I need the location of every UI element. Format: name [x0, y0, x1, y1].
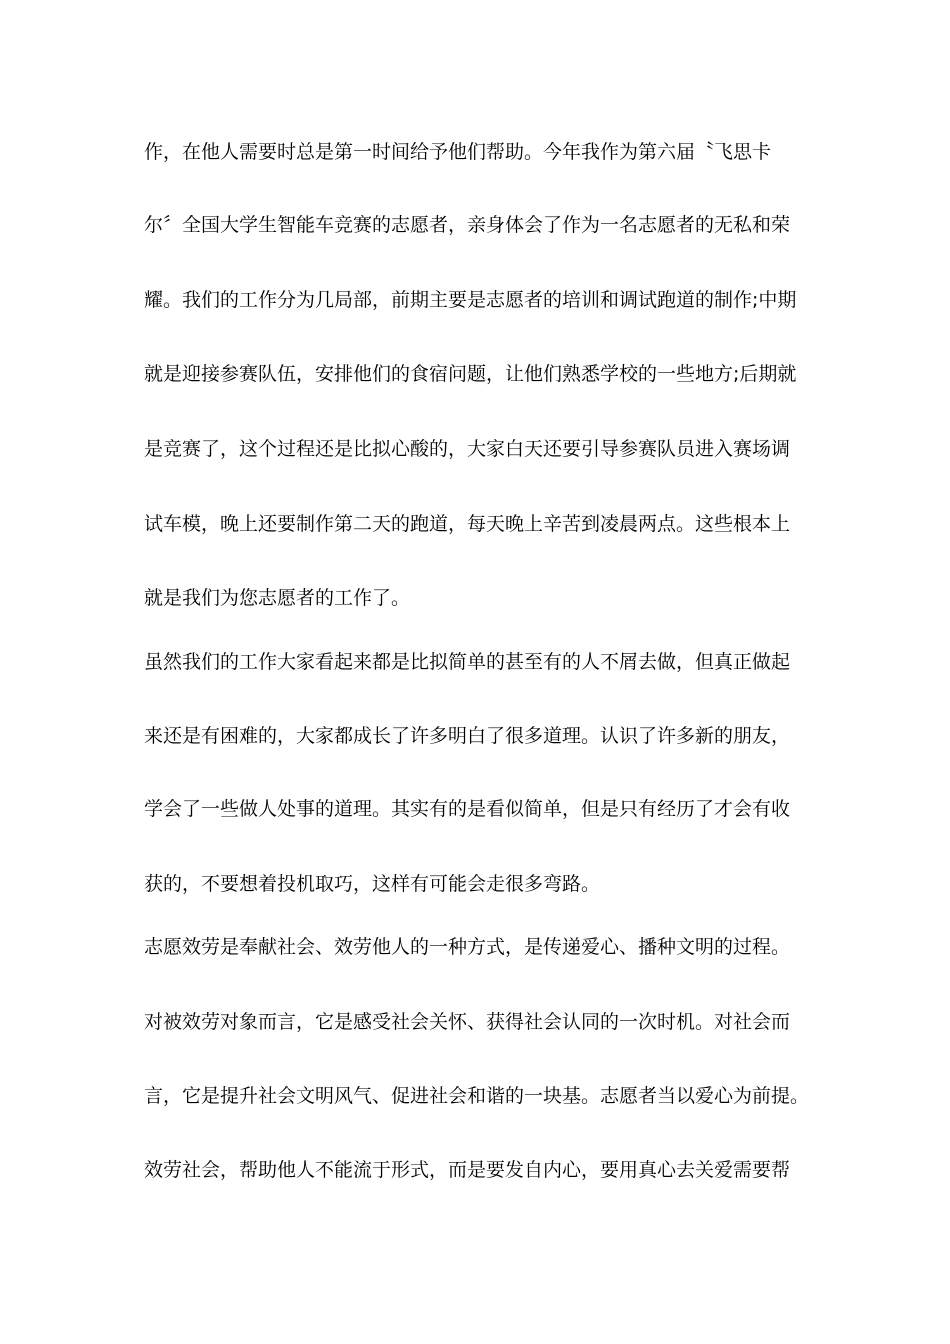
text-line: 就是迎接参赛队伍，安排他们的食宿问题，让他们熟悉学校的一些地方;后期就: [144, 363, 797, 385]
paragraph-start-line: 虽然我们的工作大家看起来都是比拟简单的甚至有的人不屑去做，但真正做起: [144, 651, 791, 673]
text-line: 效劳社会，帮助他人不能流于形式，而是要发自内心，要用真心去关爱需要帮: [144, 1159, 791, 1181]
text-line: 试车模，晚上还要制作第二天的跑道，每天晚上辛苦到凌晨两点。这些根本上: [144, 513, 791, 535]
text-line: 就是我们为您志愿者的工作了。: [144, 587, 411, 609]
text-line: 作，在他人需要时总是第一时间给予他们帮助。今年我作为第六届〝飞思卡: [144, 141, 772, 163]
text-line: 耀。我们的工作分为几局部，前期主要是志愿者的培训和调试跑道的制作;中期: [144, 289, 797, 311]
text-line: 来还是有困难的，大家都成长了许多明白了很多道理。认识了许多新的朋友，: [144, 725, 791, 747]
text-line: 尔〞全国大学生智能车竞赛的志愿者，亲身体会了作为一名志愿者的无私和荣: [144, 214, 791, 236]
text-line: 对被效劳对象而言，它是感受社会关怀、获得社会认同的一次时机。对社会而: [144, 1011, 791, 1033]
text-line: 学会了一些做人处事的道理。其实有的是看似简单，但是只有经历了才会有收: [144, 798, 791, 820]
text-line: 是竞赛了，这个过程还是比拟心酸的，大家白天还要引导参赛队员进入赛场调: [144, 438, 791, 460]
text-line: 言，它是提升社会文明风气、促进社会和谐的一块基。志愿者当以爱心为前提。: [144, 1085, 810, 1107]
text-line: 获的，不要想着投机取巧，这样有可能会走很多弯路。: [144, 873, 601, 895]
paragraph-start-line: 志愿效劳是奉献社会、效劳他人的一种方式，是传递爱心、播种文明的过程。: [144, 936, 791, 958]
